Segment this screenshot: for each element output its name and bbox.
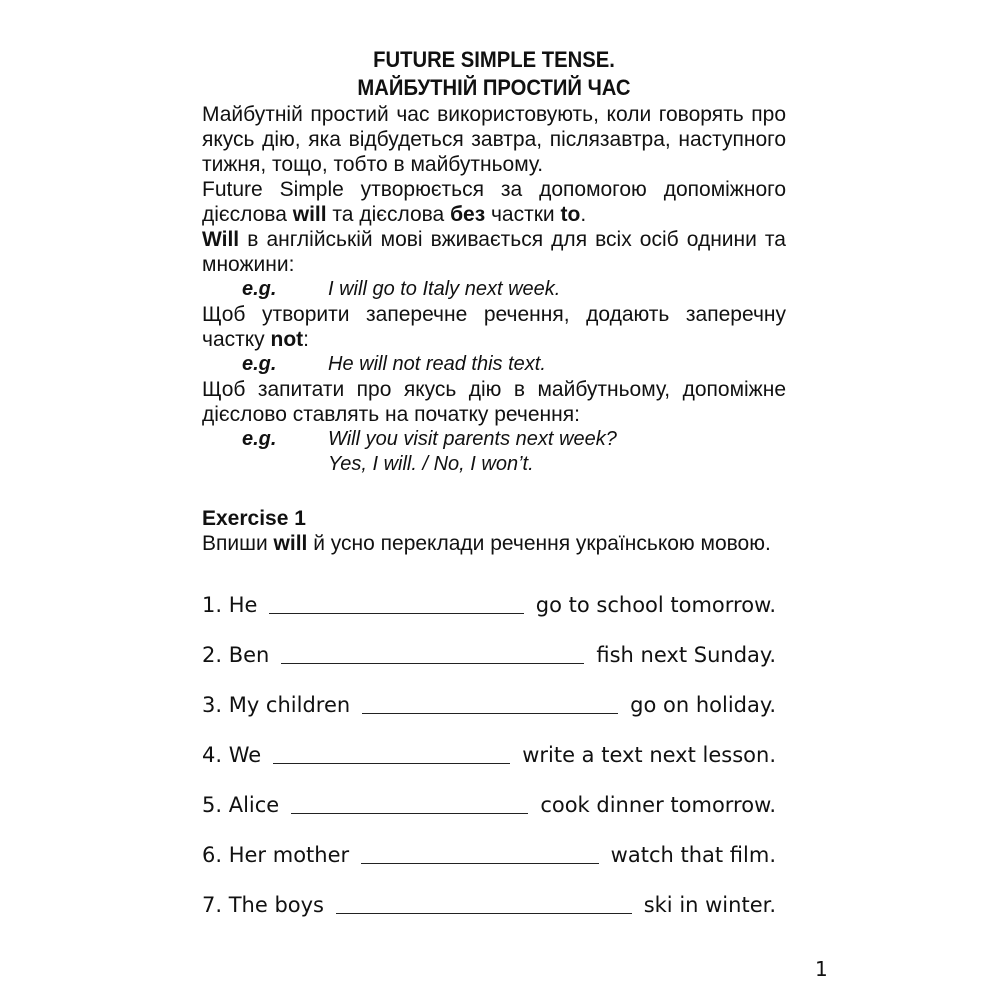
title-line-1: FUTURE SIMPLE TENSE. bbox=[373, 47, 615, 72]
exercise-item bbox=[202, 630, 776, 680]
negative-text: Щоб утворити заперечне речення, додають заперечну частку bbox=[202, 303, 786, 351]
item-end: write a text next lesson. bbox=[522, 743, 776, 767]
exercise-items bbox=[202, 580, 786, 930]
answer-blank[interactable] bbox=[269, 593, 523, 614]
formation-text-2: та дієслова bbox=[326, 203, 451, 226]
item-end: go to school tomorrow. bbox=[535, 593, 776, 617]
intro-paragraph: Майбутній простий час використовують, коли говорять про якусь дію, яка відбудеться завтра, післязавтра, наступного тижня, тощо, тобто в майбутньому. bbox=[202, 103, 786, 176]
instruction-text: Впиши bbox=[202, 532, 274, 555]
answer-blank[interactable] bbox=[291, 793, 528, 814]
item-start: 4. We bbox=[202, 743, 262, 767]
item-end: go on holiday. bbox=[630, 693, 776, 717]
answer-blank[interactable] bbox=[273, 743, 510, 764]
negative-colon: : bbox=[303, 328, 309, 351]
instruction-text-2: й усно переклади речення українською мовою. bbox=[307, 532, 771, 555]
title-line-2: МАЙБУТНІЙ ПРОСТИЙ ЧАС bbox=[357, 75, 631, 100]
item-start: 5. Alice bbox=[202, 793, 280, 817]
item-end: fish next Sunday. bbox=[596, 643, 776, 667]
eg-label: e.g. bbox=[242, 428, 277, 450]
usage-will: Will bbox=[202, 228, 240, 251]
exercise-item bbox=[202, 830, 776, 880]
formation-text-3: частки bbox=[485, 203, 561, 226]
item-start: 6. Her mother bbox=[202, 843, 350, 867]
exercise-item bbox=[202, 680, 776, 730]
example-sentence: He will not read this text. bbox=[328, 353, 546, 375]
answer-blank[interactable] bbox=[362, 693, 618, 714]
formation-paragraph bbox=[202, 177, 786, 227]
item-start: 3. My children bbox=[202, 693, 351, 717]
usage-text: в англійській мові вживається для всіх осіб однини та множини: bbox=[202, 228, 786, 276]
usage-paragraph bbox=[202, 227, 786, 277]
page-number: 1 bbox=[815, 957, 828, 981]
item-start: 1. He bbox=[202, 593, 258, 617]
exercise-heading: Exercise 1 bbox=[202, 507, 306, 530]
formation-will: will bbox=[292, 203, 327, 226]
item-end: cook dinner tomorrow. bbox=[540, 793, 776, 817]
exercise-item bbox=[202, 780, 776, 830]
formation-text: Future Simple утворюється за допомогою допоміжного дієслова bbox=[202, 178, 786, 226]
eg-label: e.g. bbox=[242, 353, 277, 375]
example-3-answer: Yes, I will. / No, I won’t. bbox=[328, 453, 534, 475]
item-start: 2. Ben bbox=[202, 643, 270, 667]
negative-paragraph bbox=[202, 302, 786, 352]
worksheet-page bbox=[202, 46, 786, 930]
exercise-instruction bbox=[202, 531, 786, 556]
eg-label: e.g. bbox=[242, 278, 277, 300]
exercise-item bbox=[202, 580, 776, 630]
formation-end: . bbox=[580, 203, 587, 226]
example-sentence: I will go to Italy next week. bbox=[328, 278, 561, 300]
negative-not: not bbox=[270, 328, 304, 351]
formation-to: to bbox=[560, 203, 581, 226]
answer-blank[interactable] bbox=[281, 643, 584, 664]
instruction-will: will bbox=[273, 532, 308, 555]
item-start: 7. The boys bbox=[202, 893, 324, 917]
item-end: watch that film. bbox=[610, 843, 776, 867]
exercise-item bbox=[202, 730, 776, 780]
item-end: ski in winter. bbox=[643, 893, 776, 917]
example-2 bbox=[242, 352, 786, 377]
example-3 bbox=[242, 427, 786, 452]
answer-blank[interactable] bbox=[361, 843, 599, 864]
exercise-item bbox=[202, 880, 776, 930]
example-1 bbox=[242, 277, 786, 302]
question-paragraph: Щоб запитати про якусь дію в майбутньому, допоміжне дієслово ставлять на початку речення: bbox=[202, 378, 786, 426]
formation-without: без bbox=[450, 203, 486, 226]
answer-blank[interactable] bbox=[336, 893, 632, 914]
example-sentence: Will you visit parents next week? bbox=[328, 428, 617, 450]
